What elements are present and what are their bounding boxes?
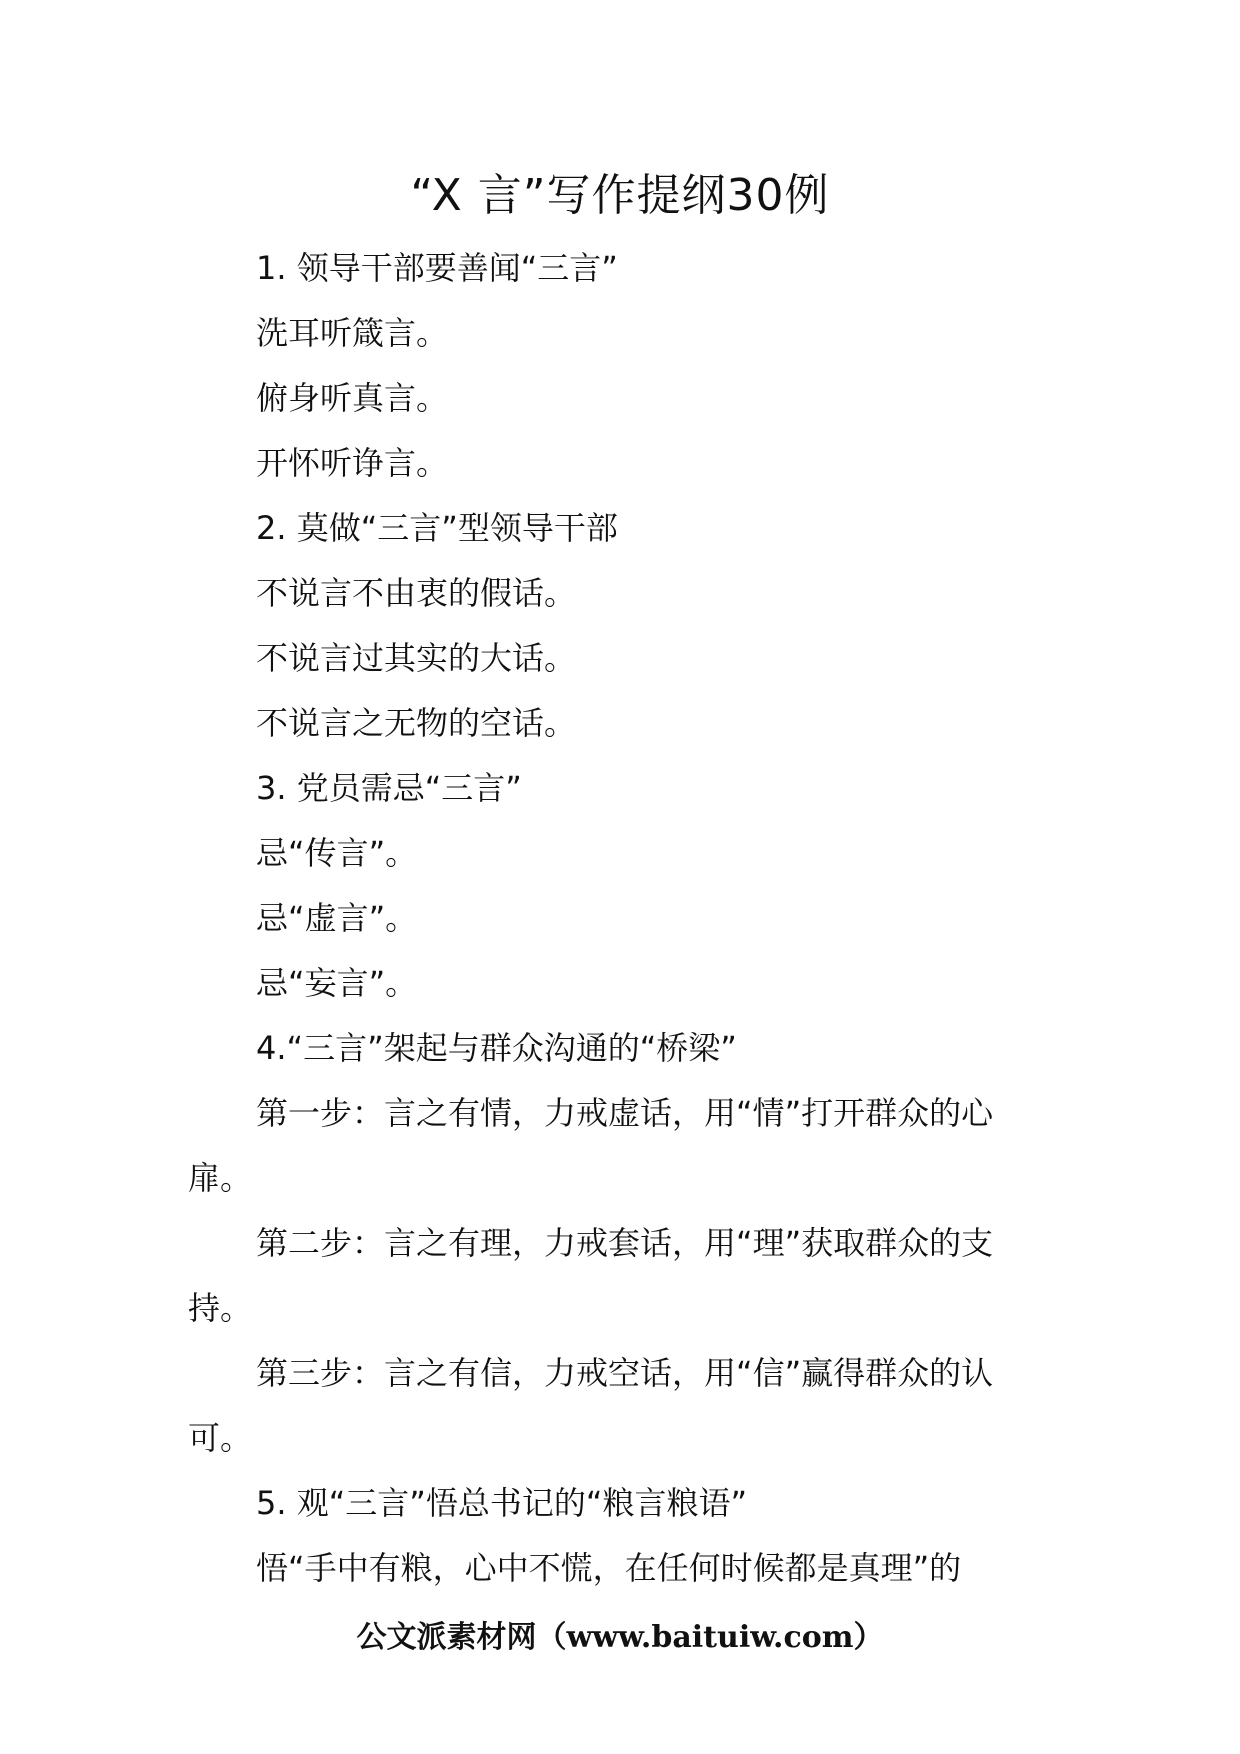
- paragraph: 第二步：言之有理，力戒套话，用“理”获取群众的支持。: [188, 1224, 994, 1327]
- paragraph: 悟“手中有粮，心中不慌，在任何时候都是真理”的: [256, 1549, 962, 1587]
- paragraph: 第一步：言之有情，力戒虚话，用“情”打开群众的心扉。: [188, 1094, 994, 1197]
- paragraph: 不说言之无物的空话。: [256, 704, 577, 742]
- paragraph: 忌“虚言”。: [256, 899, 418, 937]
- paragraph: 俯身听真言。: [256, 379, 449, 417]
- heading-2: 2. 莫做“三言”型领导干部: [256, 509, 618, 547]
- heading-5: 5. 观“三言”悟总书记的“粮言粮语”: [256, 1484, 748, 1522]
- paragraph: 开怀听诤言。: [256, 444, 449, 482]
- paragraph: 洗耳听箴言。: [256, 314, 449, 352]
- heading-1: 1. 领导干部要善闻“三言”: [256, 249, 618, 287]
- document-body: [188, 236, 1054, 1601]
- heading-4: 4.“三言”架起与群众沟通的“桥梁”: [256, 1029, 737, 1067]
- heading-3: 3. 党员需忌“三言”: [256, 769, 522, 807]
- paragraph: 第三步：言之有信，力戒空话，用“信”赢得群众的认可。: [188, 1354, 994, 1457]
- paragraph: 不说言不由衷的假话。: [256, 574, 577, 612]
- paragraph: 忌“传言”。: [256, 834, 418, 872]
- paragraph: 不说言过其实的大话。: [256, 639, 577, 677]
- page-footer: 公文派素材网（www.baituiw.com）: [356, 1620, 884, 1655]
- document-title: “X 言”写作提纲30例: [410, 170, 830, 221]
- paragraph: 忌“妄言”。: [256, 964, 418, 1002]
